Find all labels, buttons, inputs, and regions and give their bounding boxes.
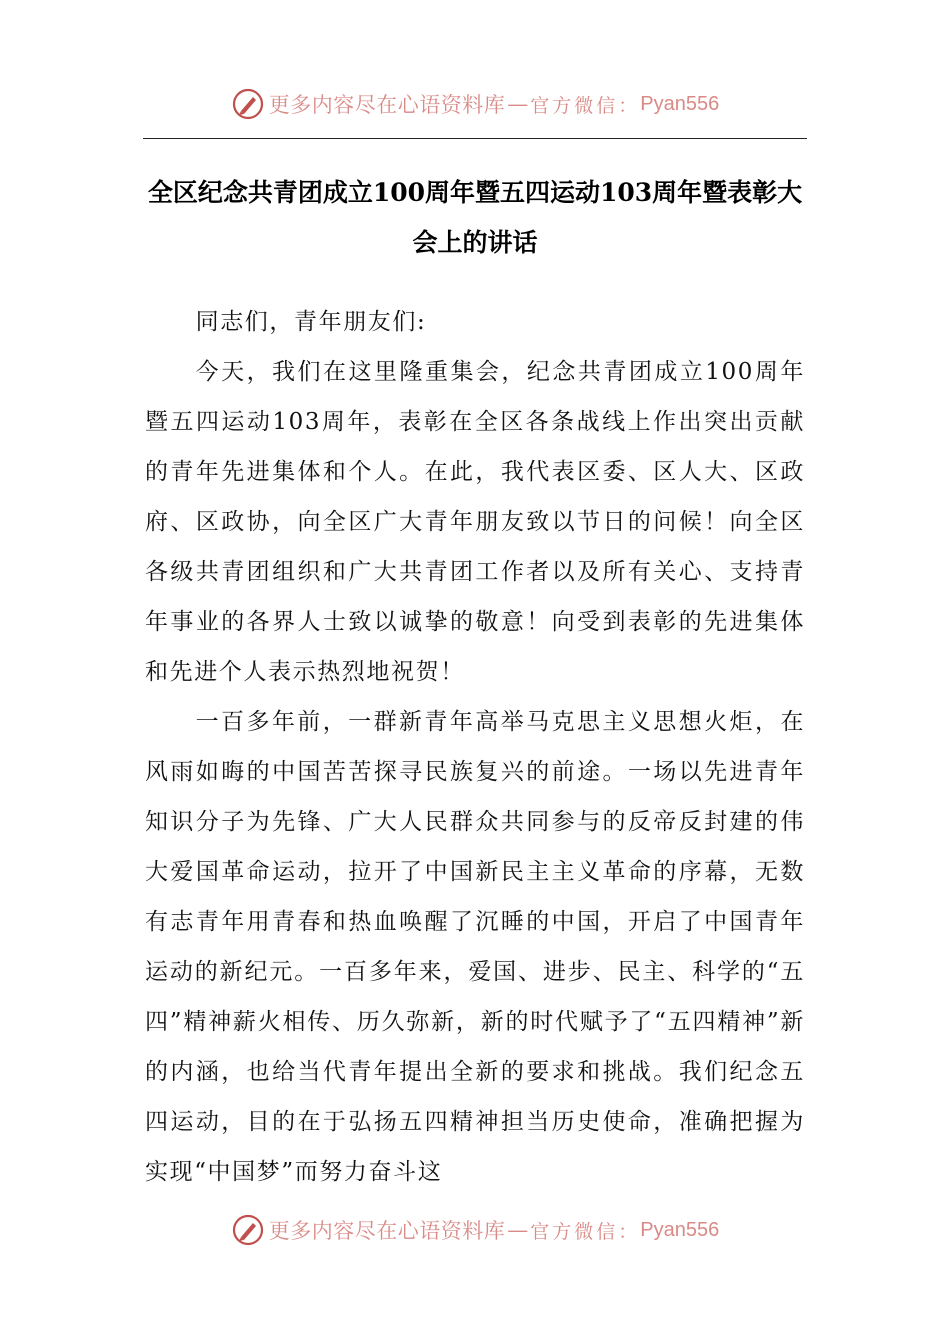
- document-title: 全区纪念共青团成立100周年暨五四运动103周年暨表彰大会上的讲话: [147, 178, 803, 257]
- pen-circle-logo-icon: [231, 1213, 265, 1247]
- header-watermark: [0, 84, 950, 124]
- salutation: 同志们，青年朋友们:: [195, 309, 427, 335]
- watermark-wechat-id: Pyan556: [640, 92, 720, 115]
- pen-circle-logo-icon: [231, 87, 265, 121]
- watermark-wechat-id: Pyan556: [640, 1218, 720, 1241]
- body-paragraph: 一百多年前，一群新青年高举马克思主义思想火炬，在风雨如晦的中国苦苦探寻民族复兴的前途。一场以先进青年知识分子为先锋、广大人民群众共同参与的反帝反封建的伟大爱国革命运动，拉开了中国新民主主义革命的序幕，无数有志青年用青春和热血唤醒了沉睡的中国，开启了中国青年运动的新纪元。一百多年来，爱国、进步、民主、科学的“五四”精神薪火相传、历久弥新，新的时代赋予了“五四精神”新的内涵，也给当代青年提出全新的要求和挑战。我们纪念五四运动，目的在于弘扬五四精神担当历史使命，准确把握为实现“中国梦”而努力奋斗这: [145, 709, 805, 1185]
- watermark-wechat-label: 官方微信：: [530, 94, 641, 117]
- watermark-wechat-label: 官方微信：: [530, 1220, 641, 1243]
- watermark-slogan: 更多内容尽在心语资料库: [268, 1219, 506, 1243]
- document-body: [145, 297, 805, 1197]
- watermark-dash: —: [507, 1218, 529, 1242]
- body-paragraph: 今天，我们在这里隆重集会，纪念共青团成立100周年暨五四运动103周年，表彰在全区各条战线上作出突出贡献的青年先进集体和个人。在此，我代表区委、区人大、区政府、区政协，向全区广大青年朋友致以节日的问候！向全区各级共青团组织和广大共青团工作者以及所有关心、支持青年事业的各界人士致以诚挚的敬意！向受到表彰的先进集体和先进个人表示热烈地祝贺！: [145, 359, 805, 685]
- watermark-dash: —: [507, 92, 529, 116]
- watermark-slogan: 更多内容尽在心语资料库: [268, 93, 506, 117]
- footer-watermark: [0, 1210, 950, 1250]
- header-divider: [143, 138, 807, 139]
